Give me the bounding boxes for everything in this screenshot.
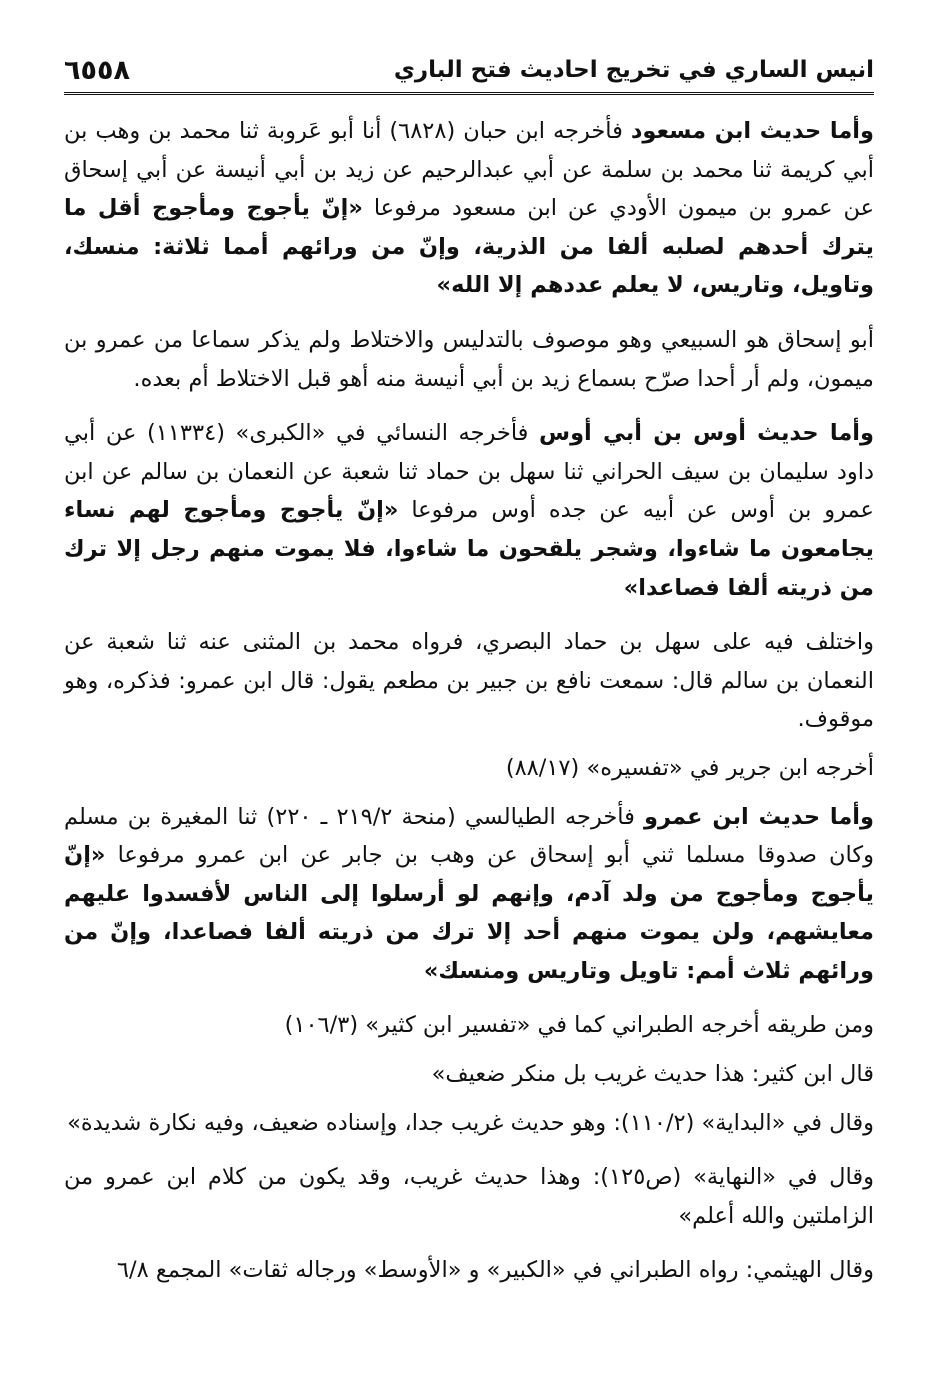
paragraph-ibn-jarir bbox=[64, 749, 874, 788]
paragraph-nihaya bbox=[64, 1158, 874, 1235]
hadith-matn: «إنّ يأجوج ومأجوج لهم نساء يجامعون ما شاءوا، وشجر يلقحون ما شاءوا، فلا يموت منهم رجل إلا ترك من ذريته ألفا فصاعدا» bbox=[64, 497, 874, 601]
citation-text: وقال في «النهاية» (ص١٢٥): وهذا حديث غريب، وقد يكون من كلام ابن عمرو من الزاملتين والله أعلم» bbox=[64, 1164, 874, 1229]
page-body bbox=[64, 112, 874, 1306]
citation-text: ومن طريقه أخرجه الطبراني كما في «تفسير ابن كثير» (١٠٦/٣) bbox=[284, 1012, 874, 1039]
hadith-heading: وأما حديث ابن عمرو bbox=[644, 803, 874, 830]
citation-text: وقال الهيثمي: رواه الطبراني في «الكبير» و «الأوسط» ورجاله ثقات» المجمع ٦/٨ bbox=[116, 1257, 874, 1284]
citation-text: وقال في «البداية» (١١٠/٢): وهو حديث غريب جدا، وإسناده ضعيف، وفيه نكارة شديدة» bbox=[67, 1109, 874, 1136]
paragraph-aws bbox=[64, 414, 874, 607]
isnad-text: فأخرجه الطيالسي (منحة ٢١٩/٢ ـ ٢٢٠) ثنا المغيرة بن مسلم وكان صدوقا مسلما ثني أبو إسحاق عن وهب بن جابر عن ابن عمرو مرفوعا bbox=[64, 803, 874, 869]
citation-text: قال ابن كثير: هذا حديث غريب بل منكر ضعيف» bbox=[431, 1061, 874, 1088]
citation-text: أخرجه ابن جرير في «تفسيره» (٨٨/١٧) bbox=[505, 754, 874, 781]
paragraph-ikhtilaf bbox=[64, 623, 874, 739]
isnad-text: فأخرجه ابن حبان (٦٨٢٨) أنا أبو عَروبة ثنا محمد بن وهب بن أبي كريمة ثنا محمد بن سلمة عن أبي عبدالرحيم عن زيد بن أبي أنيسة عن أبي إسحاق عن عمرو بن ميمون الأودي عن ابن مسعود مرفوعا bbox=[64, 118, 875, 222]
paragraph-ibn-amr bbox=[64, 798, 874, 991]
paragraph-bidaya bbox=[64, 1104, 874, 1143]
hadith-matn: «إنّ يأجوج ومأجوج من ولد آدم، وإنهم لو أرسلوا إلى الناس لأفسدوا عليهم معايشهم، ولن يموت منهم أحد إلا ترك من ذريته ألفا فصاعدا، وإنّ من ورائهم ثلاث أمم: تاويل وتاريس ومنسك» bbox=[64, 842, 874, 984]
running-title: انيس الساري في تخريج احاديث فتح الباري bbox=[393, 57, 874, 83]
page-header bbox=[64, 48, 874, 95]
isnad-text: فأخرجه النسائي في «الكبرى» (١١٣٣٤) عن أبي داود سليمان بن سيف الحراني ثنا سهل بن حماد ثنا شعبة عن النعمان بن سالم عن ابن عمرو بن أوس عن أبيه عن جده أوس مرفوعا bbox=[64, 420, 874, 524]
commentary-text: واختلف فيه على سهل بن حماد البصري، فرواه محمد بن المثنى عنه ثنا شعبة عن النعمان بن سالم قال: سمعت نافع بن جبير بن مطعم يقول: قال ابن عمرو: فذكره، وهو موقوف. bbox=[64, 629, 874, 733]
paragraph-commentary bbox=[64, 321, 874, 398]
commentary-text: أبو إسحاق هو السبيعي وهو موصوف بالتدليس والاختلاط ولم يذكر سماعا من عمرو بن ميمون، ولم أر أحدا صرّح بسماع زيد بن أبي أنيسة منه أهو قبل الاختلاط أم بعده. bbox=[64, 326, 874, 392]
paragraph-ibn-masud bbox=[64, 112, 874, 305]
page-number: ٦٥٥٨ bbox=[64, 54, 130, 86]
hadith-heading: وأما حديث ابن مسعود bbox=[630, 118, 874, 144]
hadith-heading: وأما حديث أوس بن أبي أوس bbox=[539, 420, 874, 447]
paragraph-haythami bbox=[64, 1251, 874, 1290]
hadith-matn: «إنّ يأجوج ومأجوج أقل ما يترك أحدهم لصلبه ألفا من الذرية، وإنّ من ورائهم أمما ثلاثة: منسك، وتاويل، وتاريس، لا يعلم عددهم إلا الله» bbox=[64, 195, 874, 299]
paragraph-tabarani bbox=[64, 1006, 874, 1045]
paragraph-ibn-kathir bbox=[64, 1055, 874, 1094]
